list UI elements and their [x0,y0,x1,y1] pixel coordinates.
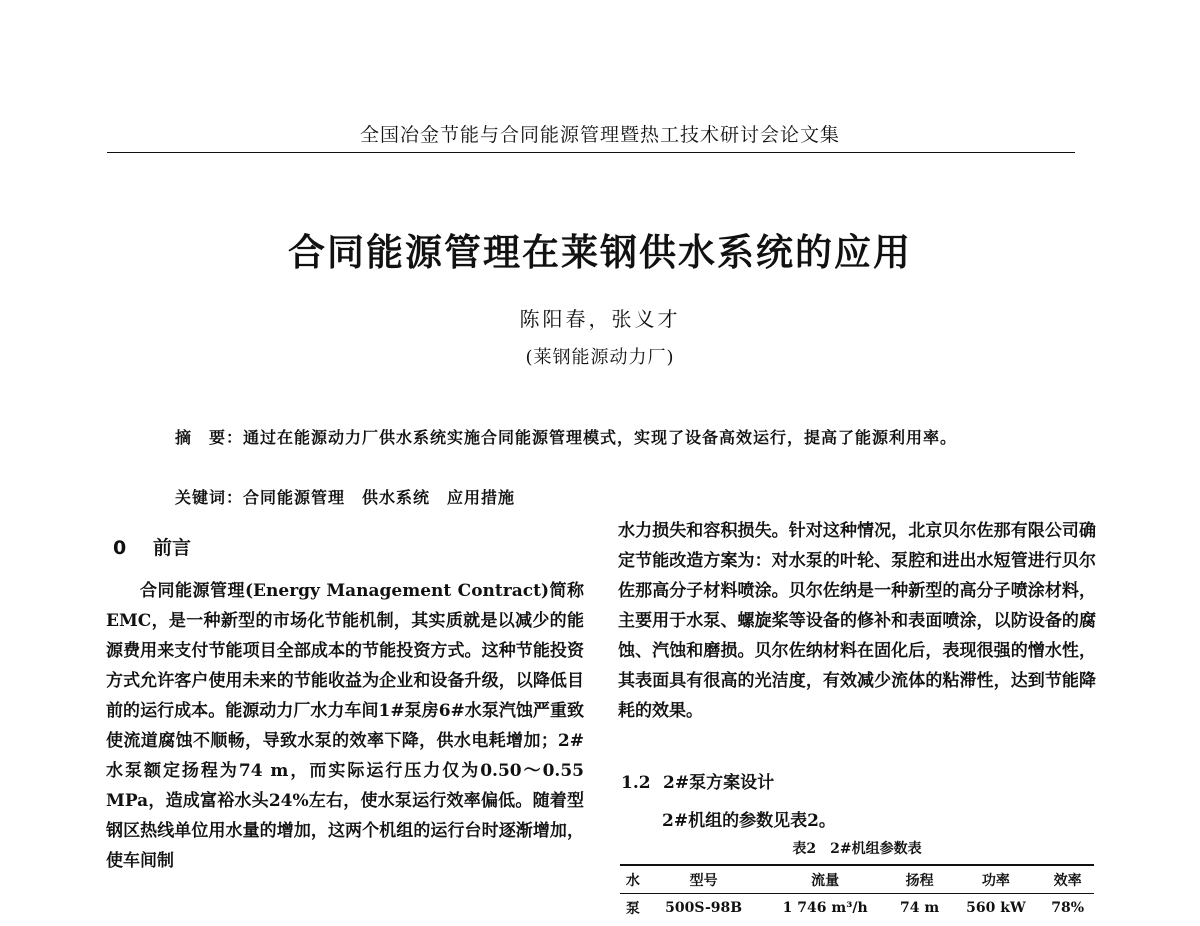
table-intro: 2#机组的参数见表2。 [662,811,836,831]
keywords-text: 合同能源管理 供水系统 应用措施 [243,488,516,507]
table-row [620,894,1094,922]
keywords [175,483,1035,513]
table-cell: 78% [1051,899,1085,916]
table-cell: 500S-98B [665,899,743,916]
table-header-cell: 型号 [689,872,718,889]
table-header-cell: 水 [625,872,640,889]
right-column [618,516,1096,726]
paper-affiliation: (莱钢能源动力厂) [525,347,675,368]
abstract [175,423,1035,453]
keywords-label: 关键词： [175,488,244,507]
abstract-label: 摘 要： [175,428,244,447]
paper-authors: 陈阳春，张义才 [519,307,681,331]
subsection-number: 1.2 [621,773,651,793]
subsection-title: 2#泵方案设计 [663,773,775,793]
table-header-cell: 扬程 [905,872,934,889]
abstract-text: 通过在能源动力厂供水系统实施合同能源管理模式，实现了设备高效运行，提高了能源利用率。 [243,428,958,447]
table-header-cell: 流量 [811,872,840,889]
header-rule [107,152,1075,153]
left-column [106,576,584,876]
table-cell: 1 746 m³/h [782,899,868,916]
table-header-cell: 效率 [1053,872,1082,889]
table-cell: 泵 [625,900,640,917]
running-head: 全国冶金节能与合同能源管理暨热工技术研讨会论文集 [359,124,840,146]
table-caption: 表2 2#机组参数表 [792,841,922,857]
table-cell: 560 kW [966,899,1026,916]
section-heading [113,533,191,560]
table-cell: 74 m [900,899,940,916]
section-title: 前言 [153,537,192,559]
continued-paragraph: 水力损失和容积损失。针对这种情况，北京贝尔佐那有限公司确定节能改造方案为：对水泵的叶轮、泵腔和进出水短管进行贝尔佐那高分子材料喷涂。贝尔佐纳是一种新型的高分子喷涂材料，主要用于水泵、螺旋桨等设备的修补和表面喷涂，以防设备的腐蚀、汽蚀和磨损。贝尔佐纳材料在固化后，表现很强的憎水性，其表面具有很高的光洁度，有效减少流体的粘滞性，达到节能降耗的效果。 [618,521,1096,721]
intro-paragraph: 合同能源管理(Energy Management Contract)简称EMC，是一种新型的市场化节能机制，其实质就是以减少的能源费用来支付节能项目全部成本的节能投资方式。这种节能投资方式允许客户使用未来的节能收益为企业和设备升级，以降低目前的运行成本。能源动力厂水力车间1#泵房6#水泵汽蚀严重致使流道腐蚀不顺畅，导致水泵的效率下降，供水电耗增加；2#水泵额定扬程为74 m，而实际运行压力仅为0.50～0.55 MPa，造成富裕水头24%左右，使水泵运行效率偏低。随着型钢区热线单位用水量的增加，这两个机组的运行台时逐渐增加，使车间制 [106,581,584,871]
paper-title: 合同能源管理在莱钢供水系统的应用 [288,231,912,274]
table-header-row [620,865,1094,894]
section-number: 0 [113,537,127,559]
table-header-cell: 功率 [981,872,1010,889]
parameters-table [620,864,1094,921]
subsection-heading [621,768,774,793]
